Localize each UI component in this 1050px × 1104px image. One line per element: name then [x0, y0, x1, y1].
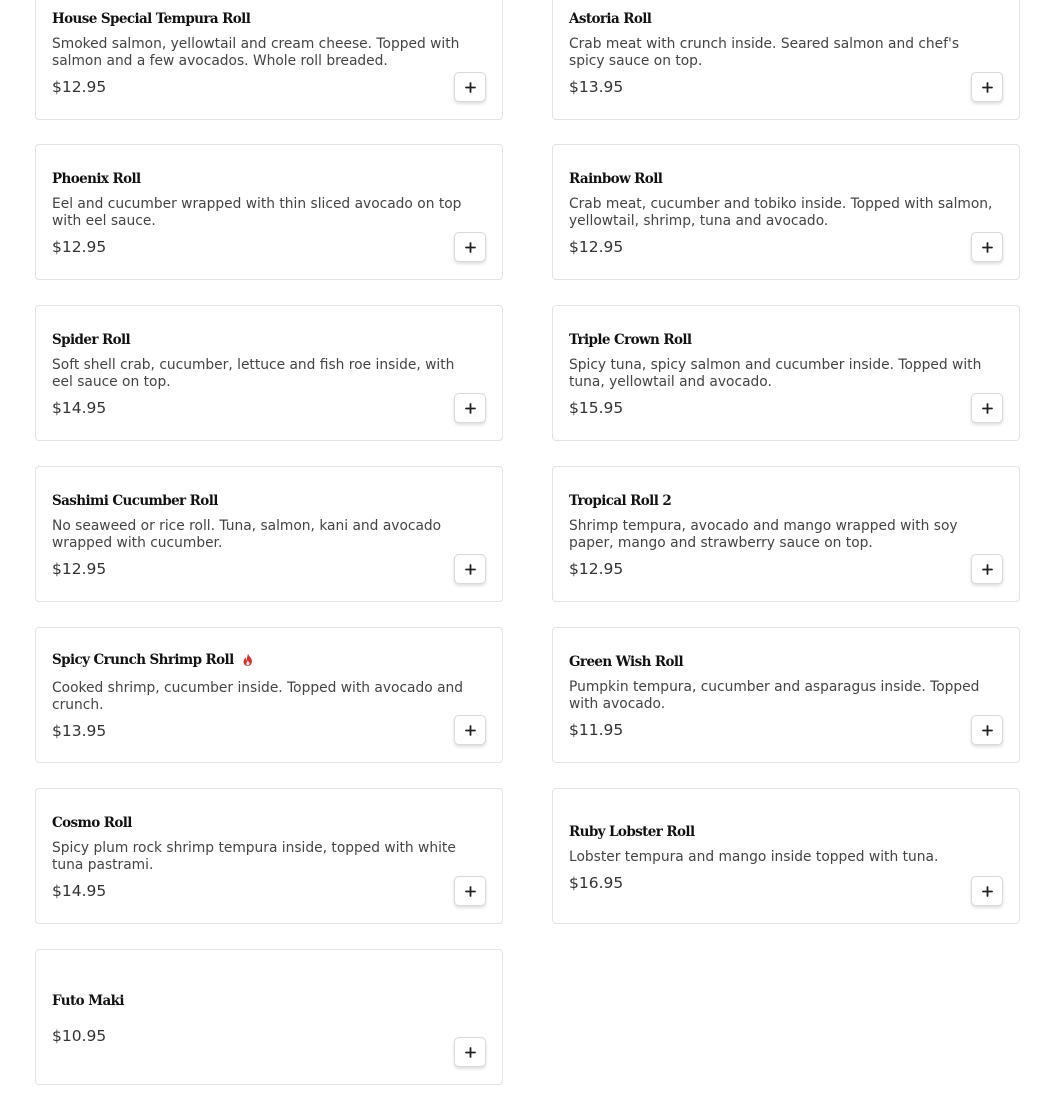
item-name-row	[52, 652, 254, 668]
menu-item-card[interactable]	[35, 466, 503, 602]
item-name: Futo Maki	[52, 993, 124, 1009]
flame-icon	[242, 653, 254, 667]
item-description: Lobster tempura and mango inside topped with tuna.	[569, 849, 939, 865]
item-price: $15.95	[569, 399, 624, 417]
item-price: $10.95	[52, 1027, 107, 1045]
menu-item-card[interactable]	[552, 144, 1020, 280]
item-price: $11.95	[569, 721, 624, 739]
item-name: Triple Crown Roll	[569, 332, 692, 348]
item-price: $14.95	[52, 882, 107, 900]
item-name-row	[52, 493, 218, 509]
item-name: Phoenix Roll	[52, 171, 141, 187]
plus-icon	[982, 403, 993, 414]
item-name-row	[569, 493, 671, 509]
add-to-cart-button[interactable]	[971, 554, 1003, 584]
item-description: Eel and cucumber wrapped with thin sliced avocado on top with eel sauce.	[52, 196, 462, 229]
add-to-cart-button[interactable]	[454, 554, 486, 584]
plus-icon	[465, 886, 476, 897]
item-price: $12.95	[52, 238, 107, 256]
item-name: Ruby Lobster Roll	[569, 824, 695, 840]
item-name-row	[569, 824, 694, 840]
menu-item-card[interactable]	[552, 0, 1020, 120]
menu-item-card[interactable]	[35, 627, 503, 763]
menu-item-card[interactable]	[552, 466, 1020, 602]
add-to-cart-button[interactable]	[971, 72, 1003, 102]
add-to-cart-button[interactable]	[454, 393, 486, 423]
item-name: Sashimi Cucumber Roll	[52, 493, 218, 509]
add-to-cart-button[interactable]	[454, 876, 486, 906]
item-description: Cooked shrimp, cucumber inside. Topped with avocado and crunch.	[52, 680, 464, 713]
item-price: $12.95	[52, 560, 107, 578]
item-description: Smoked salmon, yellowtail and cream cheese. Topped with salmon and a few avocados. Whole roll breaded.	[52, 36, 460, 69]
add-to-cart-button[interactable]	[971, 715, 1003, 745]
menu-item-card[interactable]	[35, 788, 503, 924]
add-to-cart-button[interactable]	[454, 72, 486, 102]
item-name: Rainbow Roll	[569, 171, 663, 187]
plus-icon	[982, 725, 993, 736]
plus-icon	[982, 82, 993, 93]
item-description: No seaweed or rice roll. Tuna, salmon, kani and avocado wrapped with cucumber.	[52, 518, 442, 551]
add-to-cart-button[interactable]	[454, 715, 486, 745]
item-name: Cosmo Roll	[52, 815, 132, 831]
add-to-cart-button[interactable]	[971, 232, 1003, 262]
item-price: $13.95	[52, 722, 107, 740]
add-to-cart-button[interactable]	[971, 393, 1003, 423]
plus-icon	[465, 564, 476, 575]
item-price: $14.95	[52, 399, 107, 417]
item-name-row	[569, 332, 691, 348]
item-name: Astoria Roll	[569, 11, 652, 27]
plus-icon	[465, 403, 476, 414]
plus-icon	[982, 886, 993, 897]
plus-icon	[982, 242, 993, 253]
item-price: $13.95	[569, 78, 624, 96]
item-name: House Special Tempura Roll	[52, 11, 251, 27]
item-name: Spicy Crunch Shrimp Roll	[52, 652, 234, 668]
item-description: Spicy tuna, spicy salmon and cucumber inside. Topped with tuna, yellowtail and avocado.	[569, 357, 982, 390]
menu-item-card[interactable]	[552, 305, 1020, 441]
item-name-row	[569, 654, 683, 670]
plus-icon	[465, 1047, 476, 1058]
menu-item-card[interactable]	[35, 0, 503, 120]
menu-item-card[interactable]	[35, 144, 503, 280]
item-price: $12.95	[569, 238, 624, 256]
item-name-row	[52, 815, 132, 831]
plus-icon	[465, 725, 476, 736]
item-description: Crab meat, cucumber and tobiko inside. Topped with salmon, yellowtail, shrimp, tuna and avocado.	[569, 196, 993, 229]
add-to-cart-button[interactable]	[454, 1037, 486, 1067]
item-name: Spider Roll	[52, 332, 131, 348]
plus-icon	[465, 82, 476, 93]
item-description: Crab meat with crunch inside. Seared salmon and chef's spicy sauce on top.	[569, 36, 960, 69]
item-price: $12.95	[52, 78, 107, 96]
item-price: $12.95	[569, 560, 624, 578]
item-name-row	[569, 171, 662, 187]
menu-item-card[interactable]	[552, 627, 1020, 763]
menu-item-card[interactable]	[35, 949, 503, 1085]
item-name: Tropical Roll 2	[569, 493, 672, 509]
plus-icon	[982, 564, 993, 575]
plus-icon	[465, 242, 476, 253]
add-to-cart-button[interactable]	[971, 876, 1003, 906]
item-description: Shrimp tempura, avocado and mango wrapped with soy paper, mango and strawberry sauce on top.	[569, 518, 958, 551]
item-description: Soft shell crab, cucumber, lettuce and fish roe inside, with eel sauce on top.	[52, 357, 455, 390]
item-name-row	[52, 332, 130, 348]
item-price: $16.95	[569, 874, 624, 892]
item-name-row	[52, 11, 250, 27]
item-description: Spicy plum rock shrimp tempura inside, topped with white tuna pastrami.	[52, 840, 456, 873]
item-name-row	[52, 993, 124, 1009]
add-to-cart-button[interactable]	[454, 232, 486, 262]
item-description: Pumpkin tempura, cucumber and asparagus inside. Topped with avocado.	[569, 679, 980, 712]
item-name: Green Wish Roll	[569, 654, 683, 670]
item-name-row	[52, 171, 141, 187]
item-name-row	[569, 11, 651, 27]
menu-item-card[interactable]	[35, 305, 503, 441]
menu-item-card[interactable]	[552, 788, 1020, 924]
